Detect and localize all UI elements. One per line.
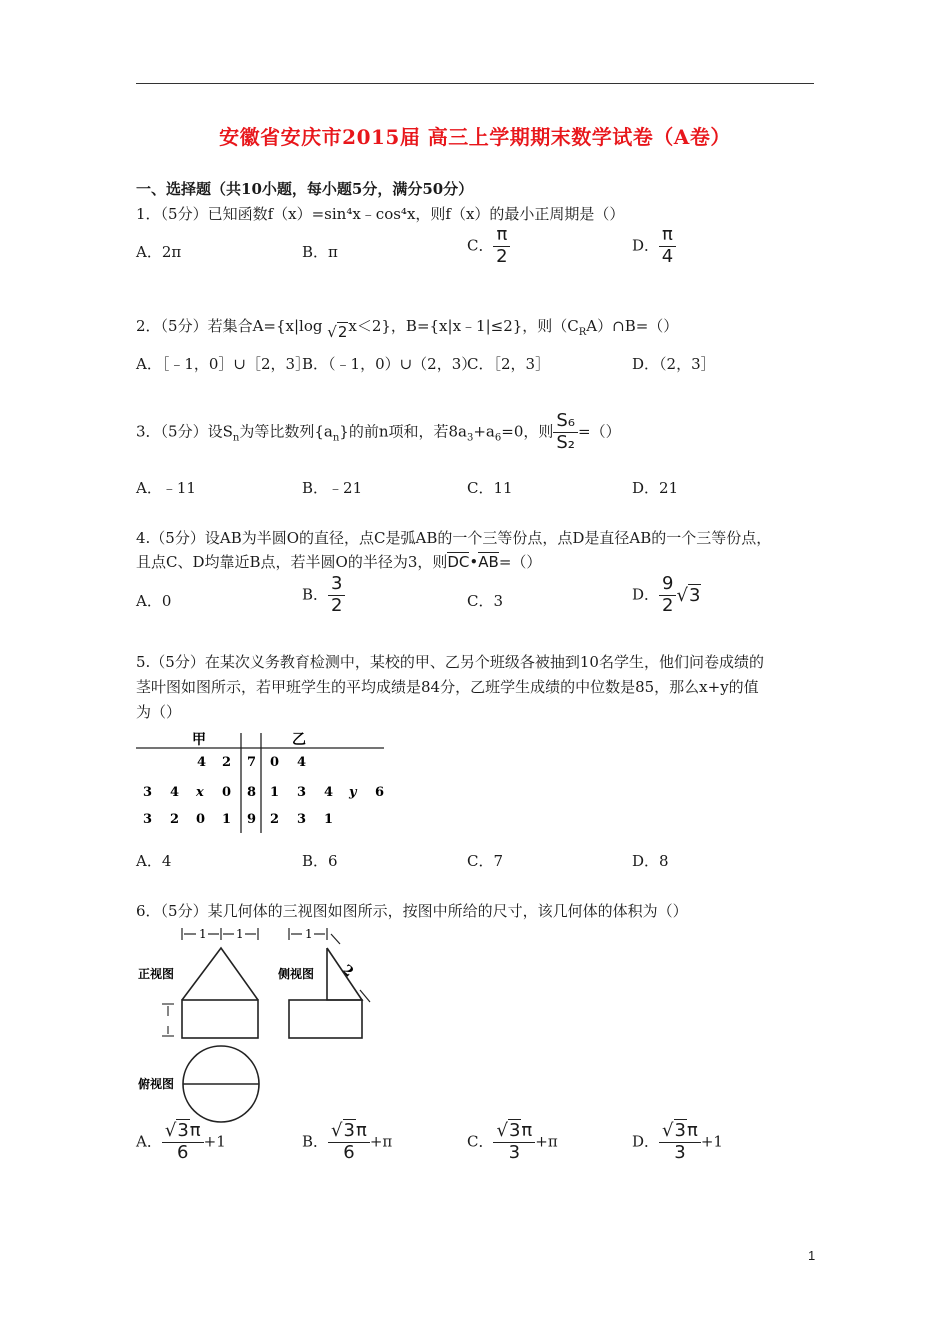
fraction-numerator xyxy=(328,1122,370,1143)
q6-option-b xyxy=(302,1122,392,1163)
fraction-denominator: 6 xyxy=(177,1141,189,1163)
sqrt-radicand: 3 xyxy=(688,584,701,606)
front-view xyxy=(182,948,258,1038)
q4-option-b xyxy=(302,575,345,616)
fraction-denominator: 2 xyxy=(496,245,508,267)
stem-value: 7 xyxy=(247,755,257,770)
leaf-left: 3 xyxy=(143,812,153,827)
q3-stem-part: =（） xyxy=(578,422,621,441)
q3-stem-part: 为等比数列{a xyxy=(239,422,333,441)
pi-symbol: π xyxy=(355,1120,367,1141)
plot-right-header: 乙 xyxy=(292,732,306,748)
q1-option-c-label: C． xyxy=(467,236,494,255)
fraction-numerator: S₆ xyxy=(553,412,578,433)
fraction-denominator: 3 xyxy=(508,1141,521,1163)
sqrt-sign: √3 xyxy=(164,1120,189,1141)
q1-option-b: B．π xyxy=(302,243,338,261)
sqrt-sign: √3 xyxy=(331,1120,355,1141)
q3-subscript: n xyxy=(232,432,240,444)
header-rule xyxy=(136,83,814,84)
pi-symbol: π xyxy=(686,1120,698,1141)
question-3-stem xyxy=(136,412,621,453)
front-dim-label: 1 xyxy=(199,927,207,941)
q3-fraction xyxy=(553,412,578,453)
page-number: 1 xyxy=(808,1248,816,1263)
pi-symbol: π xyxy=(521,1120,533,1141)
q6-option-label: B． xyxy=(302,1132,329,1151)
fraction-numerator xyxy=(659,1122,701,1143)
q3-option-a: A．﹣11 xyxy=(136,479,196,497)
leaf-left: 3 xyxy=(143,785,153,800)
q4-option-b-label: B． xyxy=(302,585,329,604)
q6-option-b-fraction xyxy=(328,1122,370,1163)
dot-operator: • xyxy=(469,553,479,571)
fraction-numerator: 9 xyxy=(659,575,676,596)
section-heading: 一、选择题（共10小题，每小题5分，满分50分） xyxy=(136,180,474,198)
q1-option-c xyxy=(467,226,510,267)
q5-option-b: B．6 xyxy=(302,852,338,870)
q3-option-c: C．11 xyxy=(467,479,513,497)
q2-subscript: R xyxy=(578,327,587,338)
fraction-denominator: 4 xyxy=(661,245,674,267)
q2-option-b: B．（﹣1，0）∪（2，3） xyxy=(302,355,477,373)
stem-leaf-plot xyxy=(134,728,386,838)
log-base-radicand: 2 xyxy=(337,323,348,341)
q6-option-d xyxy=(632,1122,723,1163)
front-view-label: 正视图 xyxy=(138,967,175,981)
leaf-left: x xyxy=(196,785,204,800)
q3-subscript: 3 xyxy=(466,432,474,444)
fraction-denominator: 2 xyxy=(331,594,343,616)
pi-symbol: π xyxy=(189,1120,201,1141)
leaf-right: 4 xyxy=(324,785,334,800)
leaf-right: 0 xyxy=(270,755,280,770)
q6-option-c-fraction xyxy=(493,1122,535,1163)
sqrt-radicand: 3 xyxy=(343,1120,355,1141)
stem-value: 8 xyxy=(247,785,257,800)
fraction-denominator: 2 xyxy=(662,594,674,616)
q5-option-c: C．7 xyxy=(467,852,504,870)
q3-subscript: n xyxy=(332,432,340,444)
q1-option-a: A．2π xyxy=(136,243,182,261)
fraction-numerator: π xyxy=(659,226,676,247)
q6-option-label: A． xyxy=(136,1132,162,1151)
log-base-sqrt: √2 xyxy=(327,323,348,341)
q5-option-a: A．4 xyxy=(136,852,172,870)
q1-option-c-fraction xyxy=(493,226,510,267)
q2-stem-part: 2．（5分）若集合A={x|log xyxy=(136,317,323,335)
q3-subscript: 6 xyxy=(494,432,502,444)
q6-option-tail: +1 xyxy=(700,1132,723,1151)
q6-option-tail: +π xyxy=(369,1132,393,1151)
q4-option-c: C．3 xyxy=(467,592,504,610)
fraction-numerator xyxy=(162,1122,204,1143)
sqrt-sign: √3 xyxy=(662,1120,686,1141)
stem-value: 9 xyxy=(247,812,257,827)
q3-stem-part: =0，则 xyxy=(501,422,554,441)
side-dimension-marks xyxy=(289,928,370,1002)
plot-left-header: 甲 xyxy=(192,732,206,748)
q3-stem-part: +a xyxy=(473,422,495,441)
q3-option-b: B．﹣21 xyxy=(302,479,363,497)
three-view-figure xyxy=(134,922,386,1128)
page-title: 安徽省安庆市2015届 高三上学期期末数学试卷（A卷） xyxy=(219,125,731,149)
fraction-numerator xyxy=(493,1122,535,1143)
q4-option-d-label: D． xyxy=(632,585,660,604)
q4-stem-part: =（） xyxy=(498,553,542,571)
q5-option-d: D．8 xyxy=(632,852,669,870)
plot-row-3 xyxy=(143,812,333,827)
top-view-label: 俯视图 xyxy=(138,1077,175,1091)
q6-option-a xyxy=(136,1122,226,1163)
leaf-left: 4 xyxy=(197,755,207,770)
q2-option-a: A．［﹣1，0］∪［2，3］ xyxy=(136,355,311,373)
leaf-right: 1 xyxy=(270,785,280,800)
plot-row-1 xyxy=(197,755,306,770)
question-5-line-3: 为（） xyxy=(136,703,182,721)
fraction-denominator: S₂ xyxy=(556,431,576,453)
leaf-left: 0 xyxy=(222,785,232,800)
leaf-left: 2 xyxy=(222,755,232,770)
leaf-right: 1 xyxy=(324,812,334,827)
q4-option-b-fraction xyxy=(328,575,345,616)
leaf-right: 3 xyxy=(297,812,307,827)
q3-stem-part: }的前n项和，若8a xyxy=(339,422,467,441)
front-dimension-marks xyxy=(182,928,258,940)
q6-option-c xyxy=(467,1122,558,1163)
sqrt-radicand: 3 xyxy=(674,1120,686,1141)
question-6-stem: 6．（5分）某几何体的三视图如图所示，按图中所给的尺寸，该几何体的体积为（） xyxy=(136,902,688,920)
q1-option-d-fraction xyxy=(659,226,676,267)
q1-option-d xyxy=(632,226,676,267)
plot-row-2 xyxy=(143,785,384,800)
q6-option-label: C． xyxy=(467,1132,494,1151)
q6-option-label: D． xyxy=(632,1132,660,1151)
q4-stem-part: 且点C、D均靠近B点，若半圆O的半径为3，则 xyxy=(136,553,448,571)
q1-option-d-label: D． xyxy=(632,236,660,255)
question-5-line-1: 5.（5分）在某次义务教育检测中，某校的甲、乙另个班级各被抽到10名学生，他们问卷成绩的 xyxy=(136,653,764,671)
fraction-denominator: 3 xyxy=(674,1141,686,1163)
sqrt-sign: √3 xyxy=(496,1120,521,1141)
q6-option-tail: +π xyxy=(535,1132,558,1151)
q2-option-d: D．（2，3］ xyxy=(632,355,716,373)
fraction-denominator: 6 xyxy=(343,1141,355,1163)
q6-option-d-fraction xyxy=(659,1122,701,1163)
height-dimension-marks xyxy=(162,1004,174,1036)
question-4-line-2 xyxy=(136,551,541,572)
slant-dim-label: 2 xyxy=(338,961,357,981)
vector-dc: DC xyxy=(447,553,470,571)
q4-option-d-sqrt: √3 xyxy=(676,584,701,606)
leaf-left: 4 xyxy=(170,785,180,800)
question-2-stem xyxy=(136,315,679,341)
q6-option-a-fraction xyxy=(162,1122,204,1163)
sqrt-radicand: 3 xyxy=(508,1120,521,1141)
leaf-right: 6 xyxy=(375,785,385,800)
q4-option-d-fraction xyxy=(659,575,676,616)
question-1-stem: 1．（5分）已知函数f（x）=sin⁴x﹣cos⁴x，则f（x）的最小正周期是（） xyxy=(136,205,625,223)
fraction-numerator: π xyxy=(493,226,510,247)
q2-stem-part: x＜2}，B={x|x﹣1|≤2}，则（C xyxy=(348,317,579,335)
q6-option-tail: +1 xyxy=(203,1132,226,1151)
leaf-left: 1 xyxy=(222,812,232,827)
side-view xyxy=(289,948,362,1038)
top-view xyxy=(183,1046,259,1122)
q3-stem-part: 3．（5分）设S xyxy=(136,422,233,441)
leaf-right: 4 xyxy=(297,755,307,770)
leaf-right: 3 xyxy=(297,785,307,800)
q2-stem-part: A）∩B=（） xyxy=(586,317,679,335)
front-dim-label: 1 xyxy=(236,927,244,941)
q3-option-d: D．21 xyxy=(632,479,679,497)
vector-ab: AB xyxy=(478,553,499,571)
fraction-numerator: 3 xyxy=(328,575,345,596)
side-dim-label: 1 xyxy=(305,927,313,941)
leaf-left: 2 xyxy=(170,812,180,827)
leaf-left: 0 xyxy=(196,812,206,827)
q4-option-a: A．0 xyxy=(136,592,172,610)
question-4-line-1: 4.（5分）设AB为半圆O的直径，点C是弧AB的一个三等份点，点D是直径AB的一个三等份点， xyxy=(136,529,772,547)
q2-option-c: C．［2，3］ xyxy=(467,355,551,373)
q4-option-d xyxy=(632,575,701,616)
side-view-label: 侧视图 xyxy=(278,967,315,981)
sqrt-radicand: 3 xyxy=(177,1120,189,1141)
leaf-right: y xyxy=(349,785,357,800)
leaf-right: 2 xyxy=(270,812,280,827)
question-5-line-2: 茎叶图如图所示，若甲班学生的平均成绩是84分，乙班学生成绩的中位数是85，那么x+y的值 xyxy=(136,678,759,696)
